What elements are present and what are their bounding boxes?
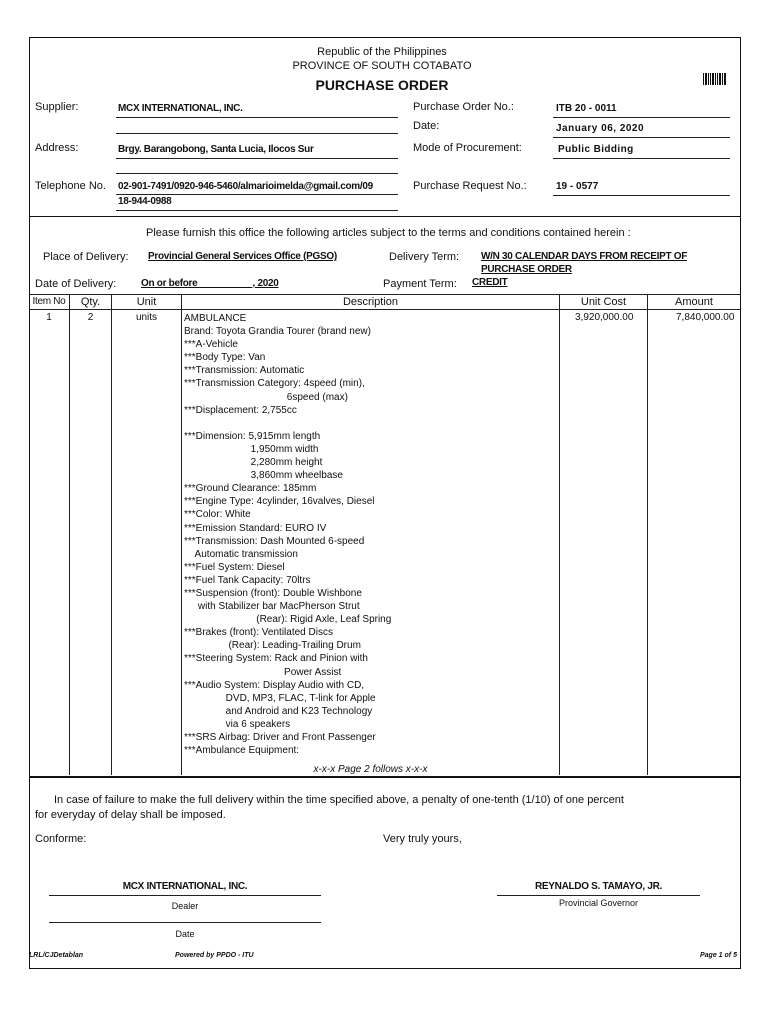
description-line: Brand: Toyota Grandia Tourer (brand new)	[184, 326, 371, 338]
description-line: ***A-Vehicle	[184, 339, 238, 351]
delivery-term-value-1: W/N 30 CALENDAR DAYS FROM RECEIPT OF	[481, 251, 688, 262]
description-line	[184, 417, 391, 430]
dealer-signature-line	[49, 895, 321, 896]
table-header-line	[29, 309, 740, 310]
description-line: (Rear): Leading-Trailing Drum	[184, 640, 361, 652]
description-line: DVD, MP3, FLAC, T-link for Apple	[184, 692, 376, 704]
pr-value: 19 - 0577	[556, 181, 599, 192]
page-number: Page 1 of 5	[700, 952, 737, 959]
description-line: Automatic transmission	[184, 548, 298, 560]
description-line: via 6 speakers	[184, 718, 291, 730]
po-value: ITB 20 - 0011	[556, 103, 617, 114]
date-value: January 06, 2020	[556, 123, 645, 134]
header-province: PROVINCE OF SOUTH COTABATO	[292, 60, 472, 72]
delivery-term-label: Delivery Term:	[389, 251, 460, 263]
supplier-underline-2	[116, 133, 398, 134]
supplier-value: MCX INTERNATIONAL, INC.	[118, 103, 243, 114]
description-line: ***Engine Type: 4cylinder, 16valves, Diesel	[184, 496, 375, 508]
barcode-icon	[703, 72, 727, 90]
pr-label: Purchase Request No.:	[413, 180, 527, 192]
row-unit-cost: 3,920,000.00	[575, 312, 634, 323]
continuation-note: x-x-x Page 2 follows x-x-x	[313, 764, 428, 775]
payment-label: Payment Term:	[383, 278, 457, 290]
description-line: (Rear): Rigid Axle, Leaf Spring	[184, 614, 392, 626]
description-line: ***Ground Clearance: 185mm	[184, 483, 317, 495]
description-line: and Android and K23 Technology	[184, 705, 373, 717]
row-item-no: 1	[46, 312, 52, 323]
header-republic: Republic of the Philippines	[317, 46, 447, 58]
address-value: Brgy. Barangobong, Santa Lucia, Ilocos Sur	[118, 144, 314, 155]
date-label: Date:	[413, 120, 440, 132]
mode-value: Public Bidding	[558, 144, 634, 155]
telephone-value-1: 02-901-7491/0920-946-5460/almarioimelda@gmail.com/09	[118, 181, 373, 192]
col-divider-2	[111, 294, 112, 775]
telephone-label: Telephone No.	[35, 180, 106, 192]
address-underline	[116, 158, 398, 159]
date-underline	[553, 137, 730, 138]
col-header-description: Description	[342, 296, 399, 308]
description-line: ***Emission Standard: EURO IV	[184, 522, 327, 534]
description-line: ***Steering System: Rack and Pinion with	[184, 653, 368, 665]
po-underline	[553, 117, 730, 118]
supplier-underline	[116, 117, 398, 118]
col-divider-5	[647, 294, 648, 775]
conforme-label: Conforme:	[35, 833, 87, 845]
description-line: ***Color: White	[184, 509, 251, 521]
dealer-name: MCX INTERNATIONAL, INC.	[122, 881, 248, 892]
penalty-text-2: for everyday of delay shall be imposed.	[35, 809, 226, 821]
description-line: ***SRS Airbag: Driver and Front Passenger	[184, 732, 376, 743]
description-line: ***Brakes (front): Ventilated Discs	[184, 627, 333, 639]
description-line: ***Audio System: Display Audio with CD,	[184, 679, 365, 691]
mode-underline	[553, 158, 730, 159]
row-description	[184, 312, 391, 757]
description-line: ***Transmission Category: 4speed (min),	[184, 378, 365, 390]
delivery-term-value-2: PURCHASE ORDER	[481, 264, 572, 275]
telephone-underline	[116, 194, 398, 195]
description-line: 1,950mm width	[184, 443, 319, 455]
governor-name: REYNALDO S. TAMAYO, JR.	[534, 881, 662, 892]
col-header-qty: Qty.	[80, 296, 101, 308]
col-divider-4	[559, 294, 560, 775]
date-signature-line	[49, 922, 321, 923]
table-top-line	[29, 294, 740, 295]
page-title: PURCHASE ORDER	[315, 77, 449, 93]
col-header-amount: Amount	[675, 296, 713, 308]
row-unit: units	[135, 312, 158, 323]
pr-underline	[553, 195, 730, 196]
description-line: AMBULANCE	[184, 313, 247, 324]
dealer-label: Dealer	[171, 901, 199, 911]
supplier-label: Supplier:	[35, 101, 79, 113]
mode-label: Mode of Procurement:	[413, 142, 522, 154]
telephone-value-2: 18-944-0988	[118, 196, 172, 207]
place-value: Provincial General Services Office (PGSO)	[148, 251, 337, 262]
col-header-unit: Unit	[136, 296, 157, 308]
row-amount: 7,840,000.00	[676, 312, 735, 323]
penalty-text-1: In case of failure to make the full delivery within the time specified above, a penalty of one-tenth (1/10) of one percent	[54, 794, 624, 806]
description-line: ***Suspension (front): Double Wishbone	[184, 587, 362, 599]
description-line: ***Dimension: 5,915mm length	[184, 430, 321, 442]
description-line: ***Fuel Tank Capacity: 70ltrs	[184, 574, 311, 586]
col-header-unit-cost: Unit Cost	[580, 296, 627, 308]
description-line: ***Transmission: Dash Mounted 6-speed	[184, 535, 365, 547]
instruction-text: Please furnish this office the following articles subject to the terms and conditions contained herein :	[146, 227, 631, 239]
initials-text: LRL/CJDetablan	[29, 952, 84, 959]
description-line: Power Assist	[184, 666, 342, 678]
governor-title: Provincial Governor	[558, 898, 639, 908]
col-header-item-no: Item No	[32, 296, 66, 307]
description-line: ***Ambulance Equipment:	[184, 745, 300, 757]
po-label: Purchase Order No.:	[413, 101, 514, 113]
powered-by-text: Powered by PPDO - ITU	[175, 952, 254, 959]
date-delivery-value: On or before __________, 2020	[141, 278, 279, 289]
description-line: 2,280mm height	[184, 457, 323, 469]
date-delivery-label: Date of Delivery:	[35, 278, 117, 290]
section-divider	[29, 216, 740, 217]
col-divider-1	[69, 294, 70, 775]
description-line: with Stabilizer bar MacPherson Strut	[184, 601, 360, 613]
address-underline-2	[116, 173, 398, 174]
description-line: 3,860mm wheelbase	[184, 470, 343, 482]
col-divider-3	[181, 294, 182, 775]
payment-value: CREDIT	[472, 277, 508, 288]
very-truly-text: Very truly yours,	[383, 833, 462, 845]
address-label: Address:	[35, 142, 79, 154]
description-line: ***Fuel System: Diesel	[184, 561, 285, 573]
telephone-underline-2	[116, 210, 398, 211]
date-sign-label: Date	[175, 929, 195, 939]
description-line: ***Displacement: 2,755cc	[184, 404, 297, 416]
governor-signature-line	[497, 895, 700, 896]
row-qty: 2	[87, 312, 94, 323]
description-line: ***Transmission: Automatic	[184, 365, 305, 377]
description-line: 6speed (max)	[184, 391, 348, 403]
place-label: Place of Delivery:	[43, 251, 129, 263]
description-line: ***Body Type: Van	[184, 352, 266, 364]
table-bottom-line	[29, 776, 740, 778]
